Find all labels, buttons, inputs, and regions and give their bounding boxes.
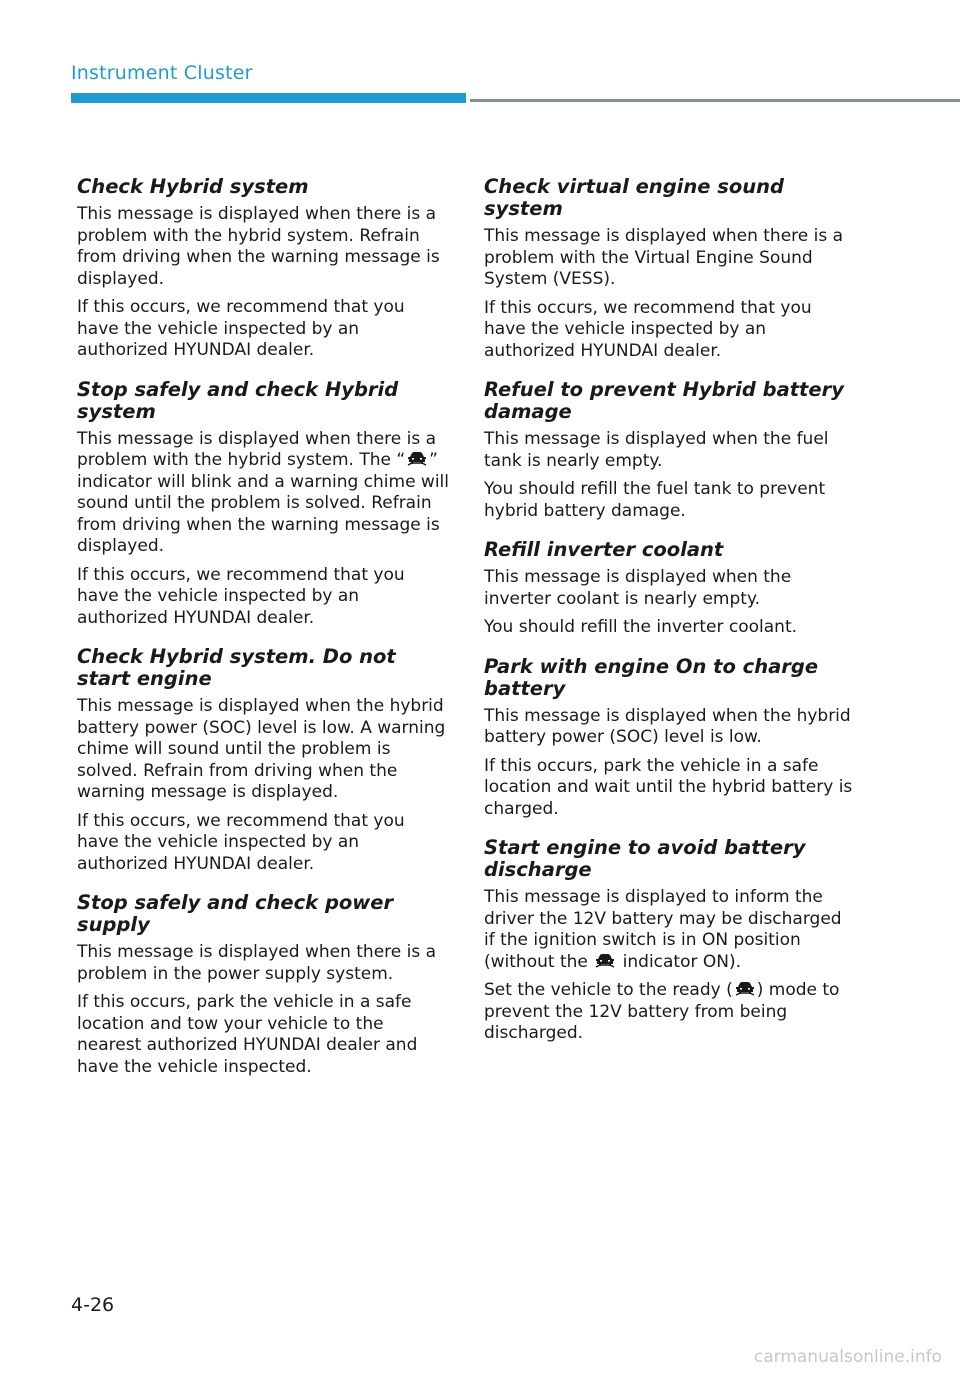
section-heading: Park with engine On to charge battery xyxy=(484,654,819,700)
text-run: Set the vehicle to the ready ( xyxy=(484,980,733,1000)
text-run: This message is displayed to inform the driver the 12V battery may be discharged if the ignition switch is in ON position (without the xyxy=(484,887,842,972)
section-heading: Stop safely and check Hybrid system xyxy=(77,377,399,423)
section-heading: Check Hybrid system. Do not start engine xyxy=(77,645,396,690)
paragraph: If this occurs, we recommend that you have the vehicle inspected by an authorized HYUNDAI dealer. xyxy=(77,564,405,628)
section-stop-safely-power-supply xyxy=(77,892,449,1078)
paragraph: You should refill the inverter coolant. xyxy=(484,617,798,637)
paragraph: This message is displayed when there is a problem with the hybrid system. Refrain from driving when the warning message is displayed. xyxy=(77,204,440,289)
text-run: indicator ON). xyxy=(617,951,742,972)
section-stop-safely-check-hybrid xyxy=(77,379,449,630)
paragraph: If this occurs, we recommend that you have the vehicle inspected by an authorized HYUNDAI dealer. xyxy=(77,297,405,360)
paragraph: If this occurs, park the vehicle in a safe location and tow your vehicle to the nearest authorized HYUNDAI dealer and have the vehicle inspected. xyxy=(77,992,418,1077)
section-heading: Stop safely and check power supply xyxy=(77,891,394,936)
paragraph xyxy=(484,980,856,1045)
section-refill-inverter-coolant xyxy=(484,539,856,639)
paragraph: If this occurs, park the vehicle in a safe location and wait until the hybrid battery is charged. xyxy=(484,755,853,819)
left-column xyxy=(77,176,449,1095)
section-check-hybrid-system xyxy=(77,176,449,362)
section-heading: Check Hybrid system xyxy=(77,175,309,198)
paragraph xyxy=(77,429,449,558)
section-heading: Check virtual engine sound system xyxy=(484,175,784,220)
section-start-engine-avoid-discharge xyxy=(484,837,856,1045)
ready-car-icon xyxy=(734,981,756,997)
ready-car-icon xyxy=(406,451,428,467)
watermark: carmanualsonline.info xyxy=(753,1347,942,1367)
section-refuel-prevent-damage xyxy=(484,379,856,522)
paragraph: This message is displayed when there is a problem with the Virtual Engine Sound System (VESS). xyxy=(484,226,844,289)
paragraph: You should refill the fuel tank to prevent hybrid battery damage. xyxy=(484,479,826,521)
paragraph: This message is displayed when the fuel tank is nearly empty. xyxy=(484,429,829,471)
paragraph xyxy=(484,887,856,973)
section-park-engine-on-charge xyxy=(484,656,856,821)
paragraph: This message is displayed when the hybrid battery power (SOC) level is low. A warning chime will sound until the problem is solved. Refrain from driving when the warning message is displayed. xyxy=(77,696,446,802)
header-rule-gray xyxy=(470,99,960,102)
section-check-virtual-engine-sound xyxy=(484,176,856,362)
section-check-hybrid-do-not-start xyxy=(77,646,449,875)
paragraph: This message is displayed when the inverter coolant is nearly empty. xyxy=(484,567,792,609)
text-run: ” indicator will blink and a warning chime will sound until the problem is solved. Refrain from driving when the warning message is displayed. xyxy=(77,450,449,556)
section-heading: Refuel to prevent Hybrid battery damage xyxy=(484,378,844,423)
paragraph: This message is displayed when there is a problem in the power supply system. xyxy=(77,942,437,984)
text-run: ) mode to prevent the 12V battery from being discharged. xyxy=(484,980,840,1043)
right-column xyxy=(484,176,856,1062)
section-heading: Refill inverter coolant xyxy=(484,538,724,561)
header-rule-accent xyxy=(71,93,466,103)
text-run: This message is displayed when there is a problem with the hybrid system. The “ xyxy=(77,428,437,470)
paragraph: If this occurs, we recommend that you have the vehicle inspected by an authorized HYUNDAI dealer. xyxy=(77,810,405,874)
paragraph: If this occurs, we recommend that you have the vehicle inspected by an authorized HYUNDAI dealer. xyxy=(484,297,812,361)
section-heading: Start engine to avoid battery discharge xyxy=(484,836,806,881)
page-number: 4-26 xyxy=(71,1294,115,1316)
paragraph: This message is displayed when the hybrid battery power (SOC) level is low. xyxy=(484,705,851,747)
ready-car-icon xyxy=(594,953,616,969)
page-title: Instrument Cluster xyxy=(71,62,253,84)
